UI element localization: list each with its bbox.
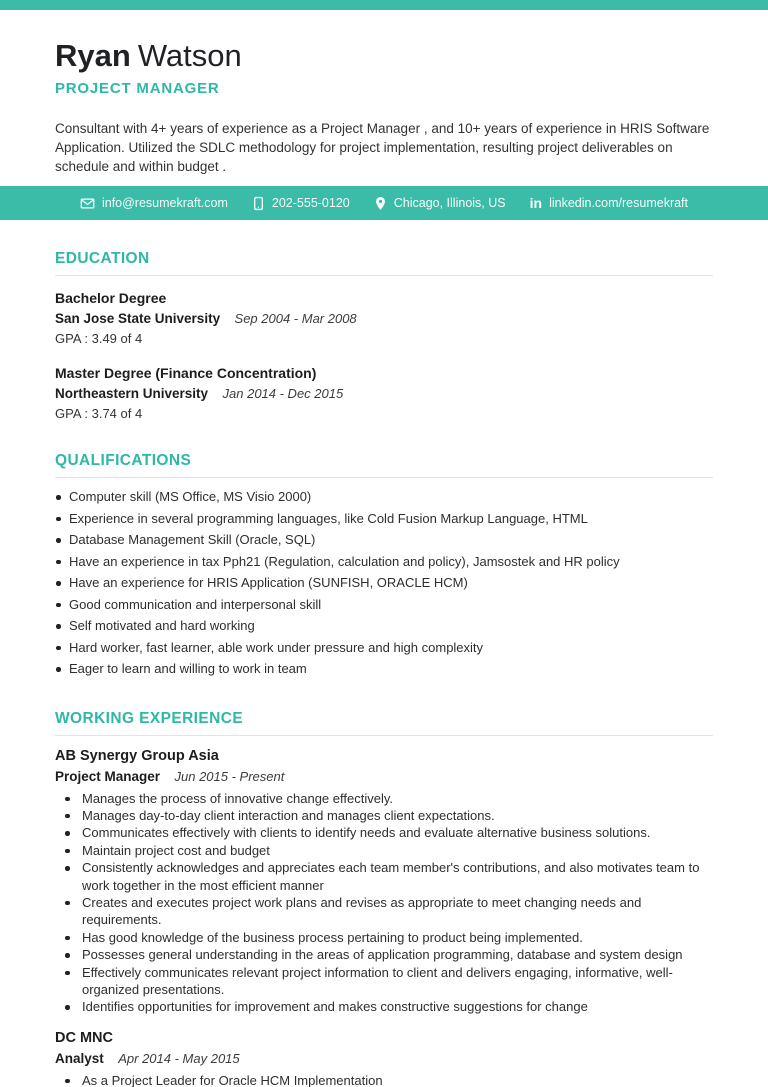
role-line — [55, 768, 713, 786]
education-dates: Jan 2014 - Dec 2015 — [222, 386, 344, 401]
top-accent-bar — [0, 0, 768, 10]
resume-body — [0, 250, 768, 1087]
qualifications-list — [55, 486, 713, 680]
job-bullet: Effectively communicates relevant project information to client and delivers engaging, informative, well-organized presentations. — [55, 964, 713, 999]
company-name: DC MNC — [55, 1029, 113, 1046]
job-bullet-list — [55, 790, 713, 1016]
contact-location — [374, 196, 506, 211]
location-pin-icon — [374, 196, 387, 211]
contact-bar — [0, 186, 768, 220]
contact-phone-text: 202-555-0120 — [271, 196, 350, 210]
first-name: Ryan — [55, 38, 131, 73]
job-bullet: As a Project Leader for Oracle HCM Implementation — [55, 1072, 713, 1087]
school-name: San Jose State University — [55, 311, 221, 326]
profile-summary: Consultant with 4+ years of experience as a Project Manager , and 10+ years of experience in HRIS Software Application. Utilized the SDLC methodology for project implementation, resulting project deliverables on schedule and within budget . — [55, 121, 710, 174]
role-name: Analyst — [55, 1050, 104, 1066]
job-bullet: Communicates effectively with clients to identify needs and evaluate alternative business solutions. — [55, 824, 713, 841]
job-bullet: Possesses general understanding in the areas of application programming, database and system design — [55, 946, 713, 963]
job-bullet: Has good knowledge of the business process pertaining to product being implemented. — [55, 929, 713, 946]
qualification-item: Database Management Skill (Oracle, SQL) — [55, 529, 713, 551]
qualification-item: Eager to learn and willing to work in team — [55, 658, 713, 680]
education-heading: EDUCATION — [55, 250, 713, 276]
qualification-item: Hard worker, fast learner, able work under pressure and high complexity — [55, 637, 713, 659]
contact-location-text: Chicago, Illinois, US — [393, 196, 506, 210]
role-name: Project Manager — [55, 768, 161, 784]
linkedin-icon: in — [529, 195, 543, 211]
gpa-text: GPA : 3.74 of 4 — [55, 406, 143, 421]
degree-name: Bachelor Degree — [55, 290, 167, 306]
school-line — [55, 310, 713, 328]
mobile-phone-icon — [252, 196, 265, 211]
job-bullet: Manages day-to-day client interaction and manages client expectations. — [55, 807, 713, 824]
contact-phone — [252, 196, 350, 211]
job-dates: Jun 2015 - Present — [174, 768, 285, 784]
qualification-item: Good communication and interpersonal skill — [55, 594, 713, 616]
section-experience — [55, 710, 713, 1087]
candidate-job-title: PROJECT MANAGER — [55, 80, 220, 97]
resume-header — [0, 10, 768, 176]
role-line — [55, 1050, 713, 1068]
school-line — [55, 385, 713, 403]
section-qualifications — [55, 452, 713, 680]
experience-heading: WORKING EXPERIENCE — [55, 710, 713, 736]
education-entry — [55, 289, 713, 347]
job-bullet-list — [55, 1072, 713, 1087]
education-dates: Sep 2004 - Mar 2008 — [234, 311, 357, 326]
job-bullet: Manages the process of innovative change effectively. — [55, 790, 713, 807]
experience-job — [55, 747, 713, 1016]
qualification-item: Have an experience in tax Pph21 (Regulation, calculation and policy), Jamsostek and HR policy — [55, 551, 713, 573]
envelope-icon — [80, 196, 95, 211]
qualifications-heading: QUALIFICATIONS — [55, 452, 713, 478]
school-name: Northeastern University — [55, 386, 209, 401]
education-entry — [55, 364, 713, 422]
qualification-item: Computer skill (MS Office, MS Visio 2000) — [55, 486, 713, 508]
job-bullet: Creates and executes project work plans and revises as appropriate to meet changing needs and requirements. — [55, 894, 713, 929]
contact-linkedin-text: linkedin.com/resumekraft — [549, 196, 689, 210]
job-bullet: Identifies opportunities for improvement and makes constructive suggestions for change — [55, 998, 713, 1015]
section-education — [55, 250, 713, 422]
contact-linkedin — [530, 195, 688, 211]
company-name: AB Synergy Group Asia — [55, 747, 219, 764]
experience-job — [55, 1029, 713, 1087]
job-dates: Apr 2014 - May 2015 — [118, 1050, 240, 1066]
qualification-item: Experience in several programming languages, like Cold Fusion Markup Language, HTML — [55, 508, 713, 530]
contact-email-text: info@resumekraft.com — [101, 196, 228, 210]
contact-email — [80, 196, 228, 211]
qualification-item: Self motivated and hard working — [55, 615, 713, 637]
candidate-name — [55, 38, 713, 74]
job-bullet: Consistently acknowledges and appreciates each team member's contributions, and also motivates team to work together in the most efficient manner — [55, 859, 713, 894]
qualification-item: Have an experience for HRIS Application (SUNFISH, ORACLE HCM) — [55, 572, 713, 594]
gpa-text: GPA : 3.49 of 4 — [55, 331, 143, 346]
job-bullet: Maintain project cost and budget — [55, 842, 713, 859]
degree-name: Master Degree (Finance Concentration) — [55, 365, 317, 381]
last-name: Watson — [137, 38, 242, 73]
